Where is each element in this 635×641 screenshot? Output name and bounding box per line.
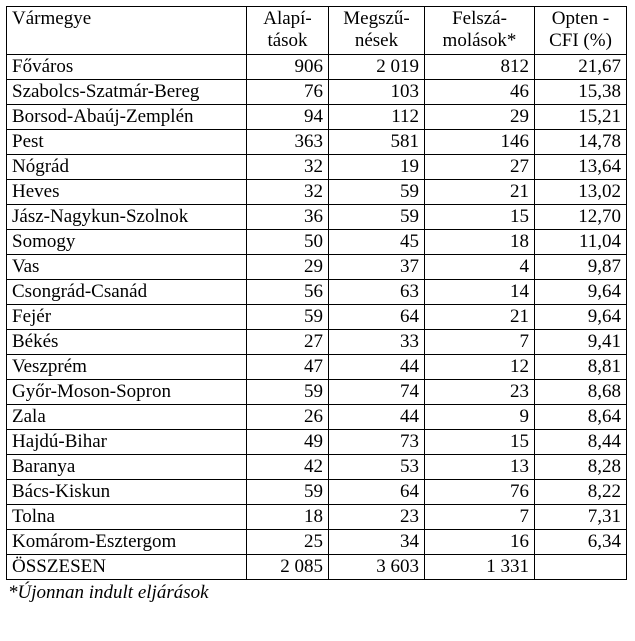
cell-closures: 23 bbox=[329, 505, 425, 530]
cell-closures: 37 bbox=[329, 255, 425, 280]
document bbox=[6, 6, 626, 604]
cell-cfi: 8,22 bbox=[535, 480, 627, 505]
cell-cfi: 11,04 bbox=[535, 230, 627, 255]
cell-cfi: 9,64 bbox=[535, 305, 627, 330]
cell-closures: 581 bbox=[329, 130, 425, 155]
cell-closures: 45 bbox=[329, 230, 425, 255]
cell-closures: 63 bbox=[329, 280, 425, 305]
cell-county: Győr-Moson-Sopron bbox=[7, 380, 247, 405]
table-row bbox=[7, 480, 627, 505]
cell-foundings: 363 bbox=[247, 130, 329, 155]
cell-closures: 2 019 bbox=[329, 55, 425, 80]
table-row bbox=[7, 80, 627, 105]
cell-cfi: 13,64 bbox=[535, 155, 627, 180]
table-row bbox=[7, 530, 627, 555]
cell-county: Hajdú-Bihar bbox=[7, 430, 247, 455]
cell-closures: 59 bbox=[329, 180, 425, 205]
cell-cfi: 15,21 bbox=[535, 105, 627, 130]
cell-closures: 64 bbox=[329, 480, 425, 505]
cell-foundings: 906 bbox=[247, 55, 329, 80]
cell-cfi: 6,34 bbox=[535, 530, 627, 555]
footnote: *Újonnan indult eljárások bbox=[8, 582, 209, 603]
cell-closures: 59 bbox=[329, 205, 425, 230]
cell-foundings: 18 bbox=[247, 505, 329, 530]
cell-foundings: 47 bbox=[247, 355, 329, 380]
cell-foundings: 2 085 bbox=[247, 555, 329, 580]
table-row bbox=[7, 380, 627, 405]
cell-foundings: 27 bbox=[247, 330, 329, 355]
table-row bbox=[7, 405, 627, 430]
header-liquidations: Felszá- molások* bbox=[425, 7, 535, 55]
cell-county: Fejér bbox=[7, 305, 247, 330]
cell-foundings: 94 bbox=[247, 105, 329, 130]
header-county: Vármegye bbox=[7, 7, 247, 55]
cell-cfi: 8,68 bbox=[535, 380, 627, 405]
cell-cfi: 13,02 bbox=[535, 180, 627, 205]
cell-liquidations: 7 bbox=[425, 505, 535, 530]
table-row bbox=[7, 330, 627, 355]
cell-cfi: 15,38 bbox=[535, 80, 627, 105]
cell-county: Zala bbox=[7, 405, 247, 430]
cell-county: ÖSSZESEN bbox=[7, 555, 247, 580]
header-cfi: Opten - CFI (%) bbox=[535, 7, 627, 55]
cell-liquidations: 27 bbox=[425, 155, 535, 180]
cell-cfi: 9,87 bbox=[535, 255, 627, 280]
cell-foundings: 50 bbox=[247, 230, 329, 255]
cell-cfi: 8,81 bbox=[535, 355, 627, 380]
cell-liquidations: 18 bbox=[425, 230, 535, 255]
cell-liquidations: 15 bbox=[425, 205, 535, 230]
table-row bbox=[7, 305, 627, 330]
cell-cfi: 8,64 bbox=[535, 405, 627, 430]
table-row bbox=[7, 355, 627, 380]
cell-foundings: 76 bbox=[247, 80, 329, 105]
cell-county: Baranya bbox=[7, 455, 247, 480]
cell-liquidations: 812 bbox=[425, 55, 535, 80]
cell-cfi bbox=[535, 555, 627, 580]
cell-county: Szabolcs-Szatmár-Bereg bbox=[7, 80, 247, 105]
cell-liquidations: 46 bbox=[425, 80, 535, 105]
cell-liquidations: 4 bbox=[425, 255, 535, 280]
cell-liquidations: 76 bbox=[425, 480, 535, 505]
cell-liquidations: 12 bbox=[425, 355, 535, 380]
table-row bbox=[7, 255, 627, 280]
cell-county: Csongrád-Csanád bbox=[7, 280, 247, 305]
table-row bbox=[7, 55, 627, 80]
cell-closures: 74 bbox=[329, 380, 425, 405]
cell-cfi: 7,31 bbox=[535, 505, 627, 530]
cell-liquidations: 7 bbox=[425, 330, 535, 355]
header-closures: Megszű- nések bbox=[329, 7, 425, 55]
cell-foundings: 59 bbox=[247, 380, 329, 405]
cell-cfi: 8,44 bbox=[535, 430, 627, 455]
cell-closures: 44 bbox=[329, 405, 425, 430]
cell-liquidations: 15 bbox=[425, 430, 535, 455]
cell-foundings: 36 bbox=[247, 205, 329, 230]
cell-county: Nógrád bbox=[7, 155, 247, 180]
cell-foundings: 59 bbox=[247, 305, 329, 330]
table-row bbox=[7, 455, 627, 480]
cell-closures: 64 bbox=[329, 305, 425, 330]
cell-county: Tolna bbox=[7, 505, 247, 530]
table-row bbox=[7, 155, 627, 180]
table-row bbox=[7, 105, 627, 130]
cell-liquidations: 23 bbox=[425, 380, 535, 405]
header-foundings: Alapí- tások bbox=[247, 7, 329, 55]
cell-foundings: 26 bbox=[247, 405, 329, 430]
cell-closures: 112 bbox=[329, 105, 425, 130]
cell-foundings: 42 bbox=[247, 455, 329, 480]
total-row bbox=[7, 555, 627, 580]
cell-closures: 33 bbox=[329, 330, 425, 355]
cell-closures: 19 bbox=[329, 155, 425, 180]
cell-cfi: 9,64 bbox=[535, 280, 627, 305]
cell-county: Bács-Kiskun bbox=[7, 480, 247, 505]
cell-cfi: 8,28 bbox=[535, 455, 627, 480]
cell-county: Heves bbox=[7, 180, 247, 205]
cell-county: Jász-Nagykun-Szolnok bbox=[7, 205, 247, 230]
cell-cfi: 14,78 bbox=[535, 130, 627, 155]
cell-liquidations: 13 bbox=[425, 455, 535, 480]
cell-foundings: 25 bbox=[247, 530, 329, 555]
cell-county: Borsod-Abaúj-Zemplén bbox=[7, 105, 247, 130]
cell-closures: 53 bbox=[329, 455, 425, 480]
table-row bbox=[7, 280, 627, 305]
cell-county: Pest bbox=[7, 130, 247, 155]
table-row bbox=[7, 180, 627, 205]
cell-county: Veszprém bbox=[7, 355, 247, 380]
cell-liquidations: 21 bbox=[425, 180, 535, 205]
cell-foundings: 29 bbox=[247, 255, 329, 280]
cell-foundings: 56 bbox=[247, 280, 329, 305]
cell-foundings: 32 bbox=[247, 155, 329, 180]
cell-closures: 44 bbox=[329, 355, 425, 380]
cell-county: Főváros bbox=[7, 55, 247, 80]
cell-liquidations: 14 bbox=[425, 280, 535, 305]
cell-county: Komárom-Esztergom bbox=[7, 530, 247, 555]
cell-liquidations: 1 331 bbox=[425, 555, 535, 580]
cell-county: Békés bbox=[7, 330, 247, 355]
cell-closures: 3 603 bbox=[329, 555, 425, 580]
county-statistics-table bbox=[6, 6, 627, 580]
cell-cfi: 12,70 bbox=[535, 205, 627, 230]
table-row bbox=[7, 130, 627, 155]
cell-county: Somogy bbox=[7, 230, 247, 255]
header-row bbox=[7, 7, 627, 55]
cell-liquidations: 16 bbox=[425, 530, 535, 555]
cell-cfi: 21,67 bbox=[535, 55, 627, 80]
cell-liquidations: 9 bbox=[425, 405, 535, 430]
cell-closures: 73 bbox=[329, 430, 425, 455]
cell-foundings: 49 bbox=[247, 430, 329, 455]
table-row bbox=[7, 205, 627, 230]
cell-liquidations: 29 bbox=[425, 105, 535, 130]
cell-foundings: 59 bbox=[247, 480, 329, 505]
cell-closures: 103 bbox=[329, 80, 425, 105]
cell-liquidations: 21 bbox=[425, 305, 535, 330]
table-row bbox=[7, 505, 627, 530]
cell-cfi: 9,41 bbox=[535, 330, 627, 355]
cell-closures: 34 bbox=[329, 530, 425, 555]
table-row bbox=[7, 230, 627, 255]
cell-county: Vas bbox=[7, 255, 247, 280]
cell-liquidations: 146 bbox=[425, 130, 535, 155]
cell-foundings: 32 bbox=[247, 180, 329, 205]
table-row bbox=[7, 430, 627, 455]
